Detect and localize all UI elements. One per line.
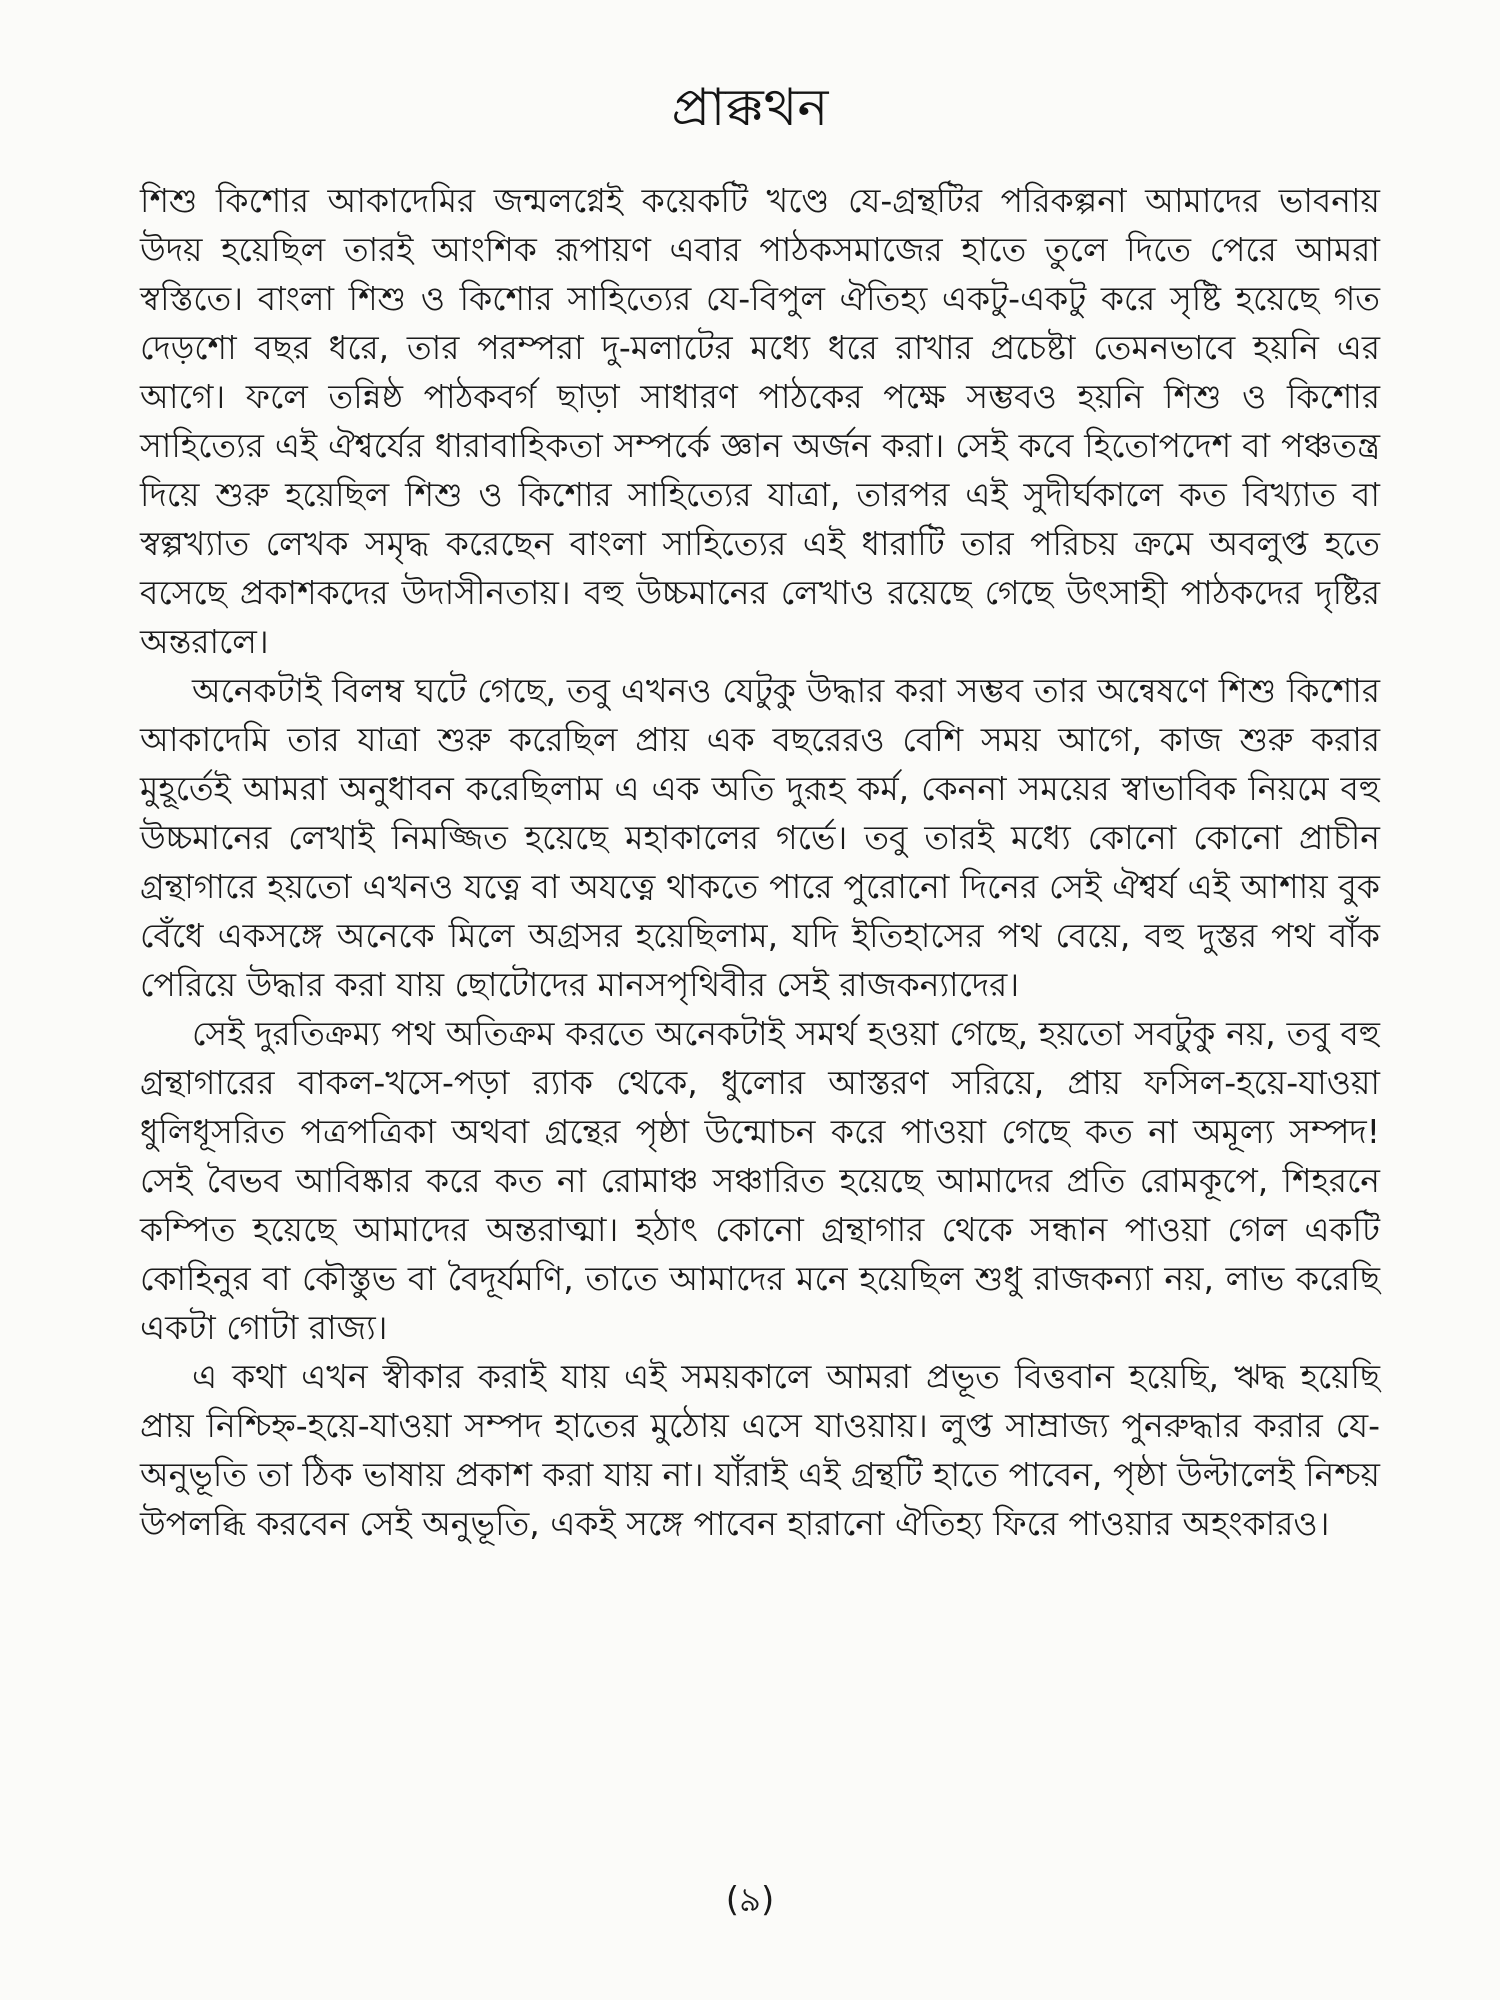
paragraph-3: সেই দুরতিক্রম্য পথ অতিক্রম করতে অনেকটাই সমর্থ হওয়া গেছে, হয়তো সবটুকু নয়, তবু বহু গ্রন্থাগারের বাকল-খসে-পড়া র‍্যাক থেকে, ধুলোর আস্তরণ সরিয়ে, প্রায় ফসিল-হয়ে-যাওয়া ধুলিধূসরিত পত্রপত্রিকা অথবা গ্রন্থের পৃষ্ঠা উন্মোচন করে পাওয়া গেছে কত না অমূল্য সম্পদ! সেই বৈভব আবিষ্কার করে কত না রোমাঞ্চ সঞ্চারিত হয়েছে আমাদের প্রতি রোমকূপে, শিহরনে কম্পিত হয়েছে আমাদের অন্তরাত্মা। হঠাৎ কোনো গ্রন্থাগার থেকে সন্ধান পাওয়া গেল একটি কোহিনুর বা কৌস্তুভ বা বৈদূর্যমণি, তাতে আমাদের মনে হয়েছিল শুধু রাজকন্যা নয়, লাভ করেছি একটা গোটা রাজ্য। [140,1014,1380,1347]
paragraph-2: অনেকটাই বিলম্ব ঘটে গেছে, তবু এখনও যেটুকু উদ্ধার করা সম্ভব তার অন্বেষণে শিশু কিশোর আকাদেমি তার যাত্রা শুরু করেছিল প্রায় এক বছরেরও বেশি সময় আগে, কাজ শুরু করার মুহূর্তেই আমরা অনুধাবন করেছিলাম এ এক অতি দুরূহ কর্ম, কেননা সময়ের স্বাভাবিক নিয়মে বহু উচ্চমানের লেখাই নিমজ্জিত হয়েছে মহাকালের গর্ভে। তবু তারই মধ্যে কোনো কোনো প্রাচীন গ্রন্থাগারে হয়তো এখনও যত্নে বা অযত্নে থাকতে পারে পুরোনো দিনের সেই ঐশ্বর্য এই আশায় বুক বেঁধে একসঙ্গে অনেকে মিলে অগ্রসর হয়েছিলাম, যদি ইতিহাসের পথ বেয়ে, বহু দুস্তর পথ বাঁক পেরিয়ে উদ্ধার করা যায় ছোটোদের মানসপৃথিবীর সেই রাজকন্যাদের। [140,671,1380,1004]
page-title: প্রাক্কথন [671,78,829,138]
page-number: (৯) [725,1880,775,1920]
paragraph-1: শিশু কিশোর আকাদেমির জন্মলগ্নেই কয়েকটি খণ্ডে যে-গ্রন্থটির পরিকল্পনা আমাদের ভাবনায় উদয় হয়েছিল তারই আংশিক রূপায়ণ এবার পাঠকসমাজের হাতে তুলে দিতে পেরে আমরা স্বস্তিতে। বাংলা শিশু ও কিশোর সাহিত্যের যে-বিপুল ঐতিহ্য একটু-একটু করে সৃষ্টি হয়েছে গত দেড়শো বছর ধরে, তার পরম্পরা দু-মলাটের মধ্যে ধরে রাখার প্রচেষ্টা তেমনভাবে হয়নি এর আগে। ফলে তন্নিষ্ঠ পাঠকবর্গ ছাড়া সাধারণ পাঠকের পক্ষে সম্ভবও হয়নি শিশু ও কিশোর সাহিত্যের এই ঐশ্বর্যের ধারাবাহিকতা সম্পর্কে জ্ঞান অর্জন করা। সেই কবে হিতোপদেশ বা পঞ্চতন্ত্র দিয়ে শুরু হয়েছিল শিশু ও কিশোর সাহিত্যের যাত্রা, তারপর এই সুদীর্ঘকালে কত বিখ্যাত বা স্বল্পখ্যাত লেখক সমৃদ্ধ করেছেন বাংলা সাহিত্যের এই ধারাটি তার পরিচয় ক্রমে অবলুপ্ত হতে বসেছে প্রকাশকদের উদাসীনতায়। বহু উচ্চমানের লেখাও রয়েছে গেছে উৎসাহী পাঠকদের দৃষ্টির অন্তরালে। [140,181,1380,661]
body-text [140,176,1380,1548]
paragraph-4: এ কথা এখন স্বীকার করাই যায় এই সময়কালে আমরা প্রভূত বিত্তবান হয়েছি, ঋদ্ধ হয়েছি প্রায় নিশ্চিহ্ন-হয়ে-যাওয়া সম্পদ হাতের মুঠোয় এসে যাওয়ায়। লুপ্ত সাম্রাজ্য পুনরুদ্ধার করার যে-অনুভূতি তা ঠিক ভাষায় প্রকাশ করা যায় না। যাঁরাই এই গ্রন্থটি হাতে পাবেন, পৃষ্ঠা উল্টালেই নিশ্চয় উপলব্ধি করবেন সেই অনুভূতি, একই সঙ্গে পাবেন হারানো ঐতিহ্য ফিরে পাওয়ার অহংকারও। [140,1357,1380,1543]
